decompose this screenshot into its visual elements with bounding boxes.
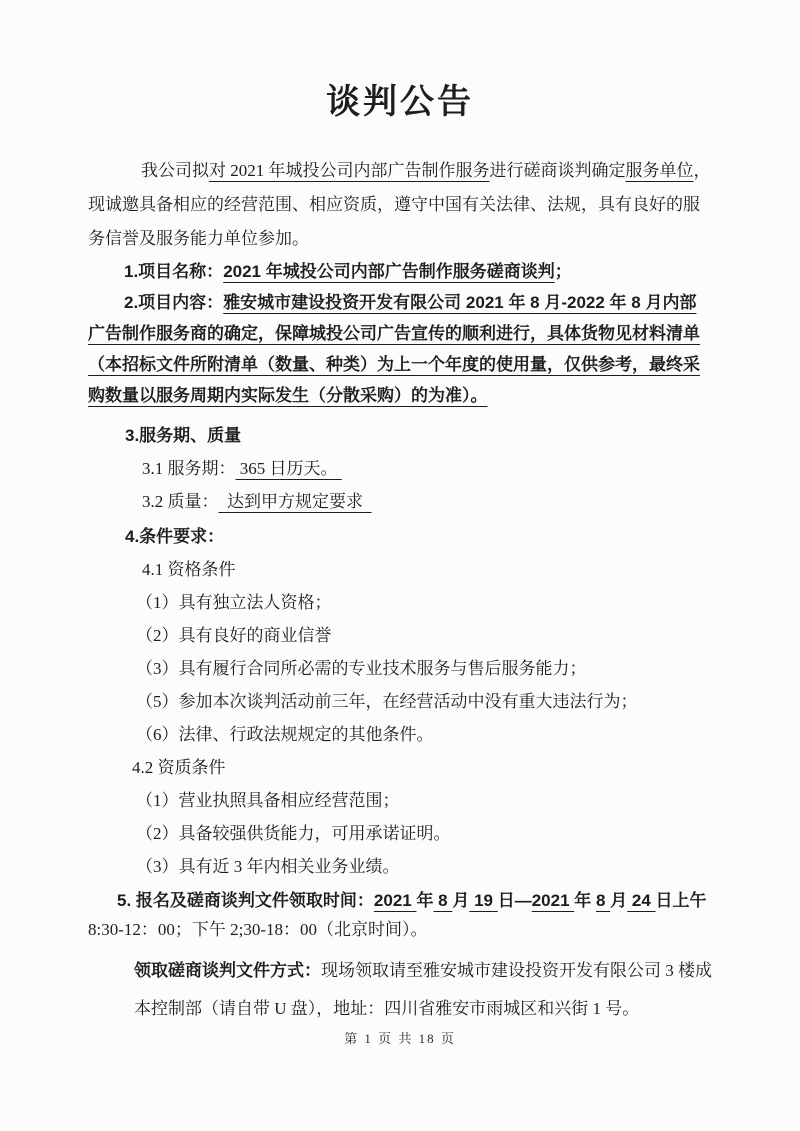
qualification-item: （1）具有独立法人资格； xyxy=(136,593,332,612)
service-period-label: 3.1 服务期： xyxy=(142,459,236,478)
qualification-item: （3）具有履行合同所必需的专业技术服务与售后服务能力； xyxy=(136,659,587,678)
date-end-month: 8 xyxy=(596,891,611,910)
pickup-method-paragraph xyxy=(88,952,712,1028)
date-text: 日上午 xyxy=(655,891,707,910)
service-period-line xyxy=(88,452,712,485)
credential-item: （3）具有近 3 年内相关业务业绩。 xyxy=(136,857,400,876)
qualification-item: （5）参加本次谈判活动前三年，在经营活动中没有重大违法行为； xyxy=(136,692,638,711)
intro-text-mid: 进行磋商谈判确定 xyxy=(489,161,626,180)
quality-label: 3.2 质量： xyxy=(142,492,219,511)
date-end-year: 2021 xyxy=(531,891,575,910)
intro-text-post: ，现诚邀具备相应的经营范围、相应资质，遵守中国有关法律、法规，具有良好的服务信誉及服务能力单位参加。 xyxy=(88,161,711,248)
project-name-suffix: ； xyxy=(554,262,572,281)
project-name-label: 1.项目名称： xyxy=(124,262,224,281)
section-service-period-heading: 3.服务期、质量 xyxy=(125,426,242,445)
project-content-label: 2.项目内容： xyxy=(124,293,224,312)
date-text: 年 xyxy=(416,891,434,910)
service-period-value: 365 日历天。 xyxy=(235,459,342,478)
date-text: 年 xyxy=(574,891,596,910)
intro-text-pre: 我公司拟 xyxy=(141,161,209,180)
date-start-day: 19 xyxy=(469,891,498,910)
credential-item: （1）营业执照具备相应经营范围； xyxy=(136,791,400,810)
quality-line xyxy=(88,485,712,518)
page-title: 谈判公告 xyxy=(326,84,474,121)
section-conditions-heading: 4.条件要求： xyxy=(125,527,225,546)
date-start-year: 2021 xyxy=(373,891,417,910)
registration-time-label: 5. 报名及磋商谈判文件领取时间： xyxy=(117,891,374,910)
date-text: 月 xyxy=(610,891,628,910)
intro-underlined-subject: 对 2021 年城投公司内部广告制作服务 xyxy=(209,161,490,180)
intro-underlined-unit: 服务单位 xyxy=(625,161,694,180)
project-content-item xyxy=(88,287,712,411)
credential-item: （2）具备较强供货能力，可用承诺证明。 xyxy=(136,824,451,843)
page-number-footer: 第 1 页 共 18 页 xyxy=(344,1031,456,1046)
pickup-method-label: 领取磋商谈判文件方式： xyxy=(134,961,321,980)
date-start-month: 8 xyxy=(433,891,453,910)
credential-conditions-heading: 4.2 资质条件 xyxy=(132,758,226,777)
registration-time-item xyxy=(88,886,712,915)
pickup-method-content: 现场领取请至雅安城市建设投资开发有限公司 3 楼成本控制部（请自带 U 盘），地址：四川省雅安市雨城区和兴街 1 号。 xyxy=(134,961,712,1018)
project-name-item xyxy=(88,256,712,287)
date-end-day: 24 xyxy=(627,891,656,910)
date-text: 日— xyxy=(497,891,532,910)
project-content-value: 雅安城市建设投资开发有限公司 2021 年 8 月-2022 年 8 月内部广告制作服务商的确定，保障城投公司广告宣传的顺利进行，具体货物见材料清单（本招标文件所附清单（数量、种类）为上一个年度的使用量，仅供参考，最终采购数量以服务周期内实际发生（分散采购）的为准）。 xyxy=(88,293,700,405)
qualification-item: （2）具有良好的商业信誉 xyxy=(136,626,332,645)
date-text: 月 xyxy=(452,891,470,910)
qualification-conditions-heading: 4.1 资格条件 xyxy=(142,560,236,579)
registration-time-hours: 8:30-12：00；下午 2;30-18：00（北京时间）。 xyxy=(88,920,428,939)
project-name-value: 2021 年城投公司内部广告制作服务磋商谈判 xyxy=(223,262,555,281)
qualification-item: （6）法律、行政法规规定的其他条件。 xyxy=(136,725,434,744)
quality-value: 达到甲方规定要求 xyxy=(218,492,372,511)
intro-paragraph xyxy=(88,154,712,256)
